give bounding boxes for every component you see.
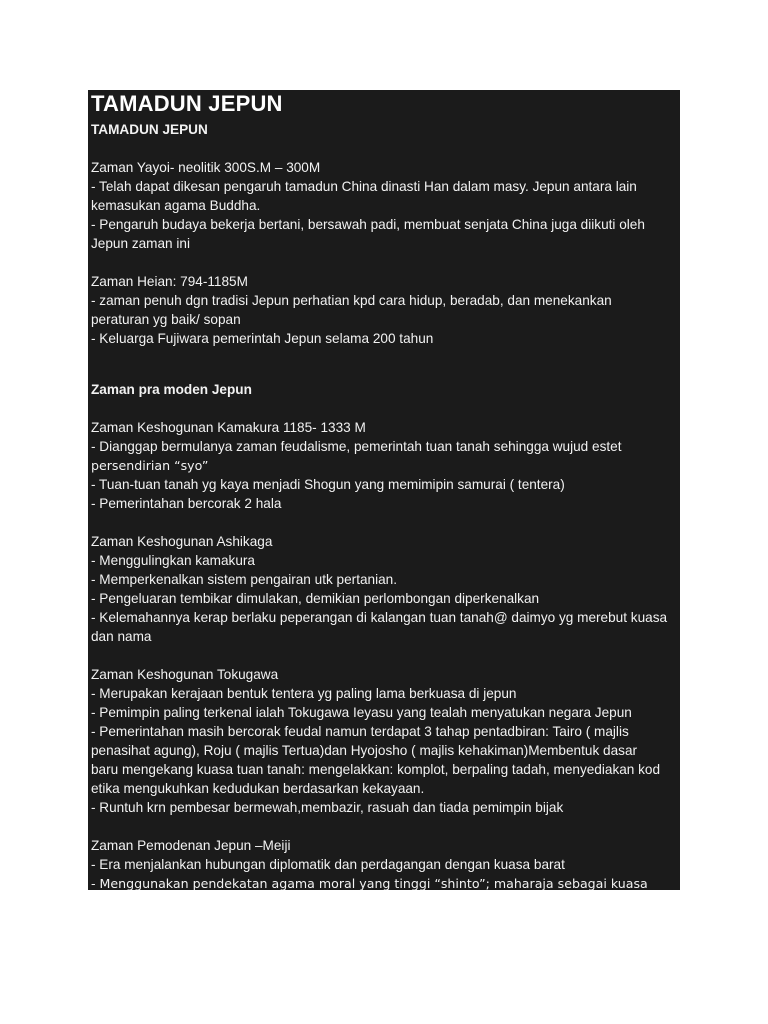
paragraph-line: - Kelemahannya kerap berlaku peperangan di kalangan tuan tanah@ daimyo yg merebut kuasa (91, 610, 668, 625)
section-tokugawa (91, 665, 676, 817)
spacer (91, 513, 676, 532)
spacer (91, 348, 676, 380)
section-heading: Zaman Keshogunan Ashikaga (91, 534, 273, 549)
paragraph-line: etika mengukuhkan kedudukan berdasarkan kekayaan. (91, 781, 425, 796)
paragraph-line: - Tuan-tuan tanah yg kaya menjadi Shogun yang memimipin samurai ( tentera) (91, 477, 565, 492)
paragraph-line: - Era menjalankan hubungan diplomatik dan perdagangan dengan kuasa barat (91, 857, 565, 872)
paragraph-line: - Menggunakan pendekatan agama moral yang tinggi “shinto”; maharaja sebagai kuasa (91, 876, 648, 890)
document-page (88, 90, 680, 890)
section-ashikaga (91, 532, 676, 646)
section-kamakura (91, 418, 676, 513)
section-heading: Zaman Keshogunan Kamakura 1185- 1333 M (91, 420, 366, 435)
document-title: TAMADUN JEPUN (91, 91, 283, 116)
paragraph-line: - Runtuh krn pembesar bermewah,membazir, rasuah dan tiada pemimpin bijak (91, 800, 564, 815)
paragraph-line: - Pemerintahan masih bercorak feudal namun terdapat 3 tahap pentadbiran: Tairo ( majlis (91, 724, 629, 739)
section-heading: Zaman Heian: 794-1185M (91, 274, 248, 289)
paragraph-line: Jepun zaman ini (91, 236, 190, 251)
paragraph-line: - Dianggap bermulanya zaman feudalisme, pemerintah tuan tanah sehingga wujud estet (91, 439, 622, 454)
section-heading: Zaman Pemodenan Jepun –Meiji (91, 838, 291, 853)
paragraph-line: - Merupakan kerajaan bentuk tentera yg paling lama berkuasa di jepun (91, 686, 517, 701)
paragraph-line: - Telah dapat dikesan pengaruh tamadun China dinasti Han dalam masy. Jepun antara lain (91, 179, 637, 194)
spacer (91, 139, 676, 158)
section-heading: Zaman Keshogunan Tokugawa (91, 667, 279, 682)
paragraph-line: kemasukan agama Buddha. (91, 198, 261, 213)
paragraph-line: - Memperkenalkan sistem pengairan utk pertanian. (91, 572, 398, 587)
document-subtitle: TAMADUN JEPUN (91, 122, 208, 137)
paragraph-line: - Pengeluaran tembikar dimulakan, demikian perlombongan diperkenalkan (91, 591, 540, 606)
paragraph-line: dan nama (91, 629, 152, 644)
paragraph-line: - Pengaruh budaya bekerja bertani, bersawah padi, membuat senjata China juga diikuti oleh (91, 217, 645, 232)
paragraph-line: peraturan yg baik/ sopan (91, 312, 241, 327)
paragraph-line: - Menggulingkan kamakura (91, 553, 255, 568)
section-yayoi (91, 158, 676, 253)
paragraph-line: penasihat agung), Roju ( majlis Tertua)dan Hyojosho ( majlis kehakiman)Membentuk dasar (91, 743, 638, 758)
paragraph-line: persendirian “syo” (91, 458, 209, 473)
section-heian (91, 272, 676, 348)
paragraph-line: baru mengekang kuasa tuan tanah: mengelakkan: komplot, berpaling tadah, menyediakan kod (91, 762, 661, 777)
spacer (91, 399, 676, 418)
spacer (91, 646, 676, 665)
spacer (91, 253, 676, 272)
paragraph-line: - Pemerintahan bercorak 2 hala (91, 496, 282, 511)
spacer (91, 817, 676, 836)
section-meiji (91, 836, 676, 890)
paragraph-line: - Keluarga Fujiwara pemerintah Jepun selama 200 tahun (91, 331, 434, 346)
paragraph-line: - zaman penuh dgn tradisi Jepun perhatian kpd cara hidup, beradab, dan menekankan (91, 293, 612, 308)
paragraph-line: - Pemimpin paling terkenal ialah Tokugawa Ieyasu yang tealah menyatukan negara Jepun (91, 705, 632, 720)
section-heading: Zaman Yayoi- neolitik 300S.M – 300M (91, 160, 321, 175)
pra-moden-heading: Zaman pra moden Jepun (91, 382, 252, 397)
